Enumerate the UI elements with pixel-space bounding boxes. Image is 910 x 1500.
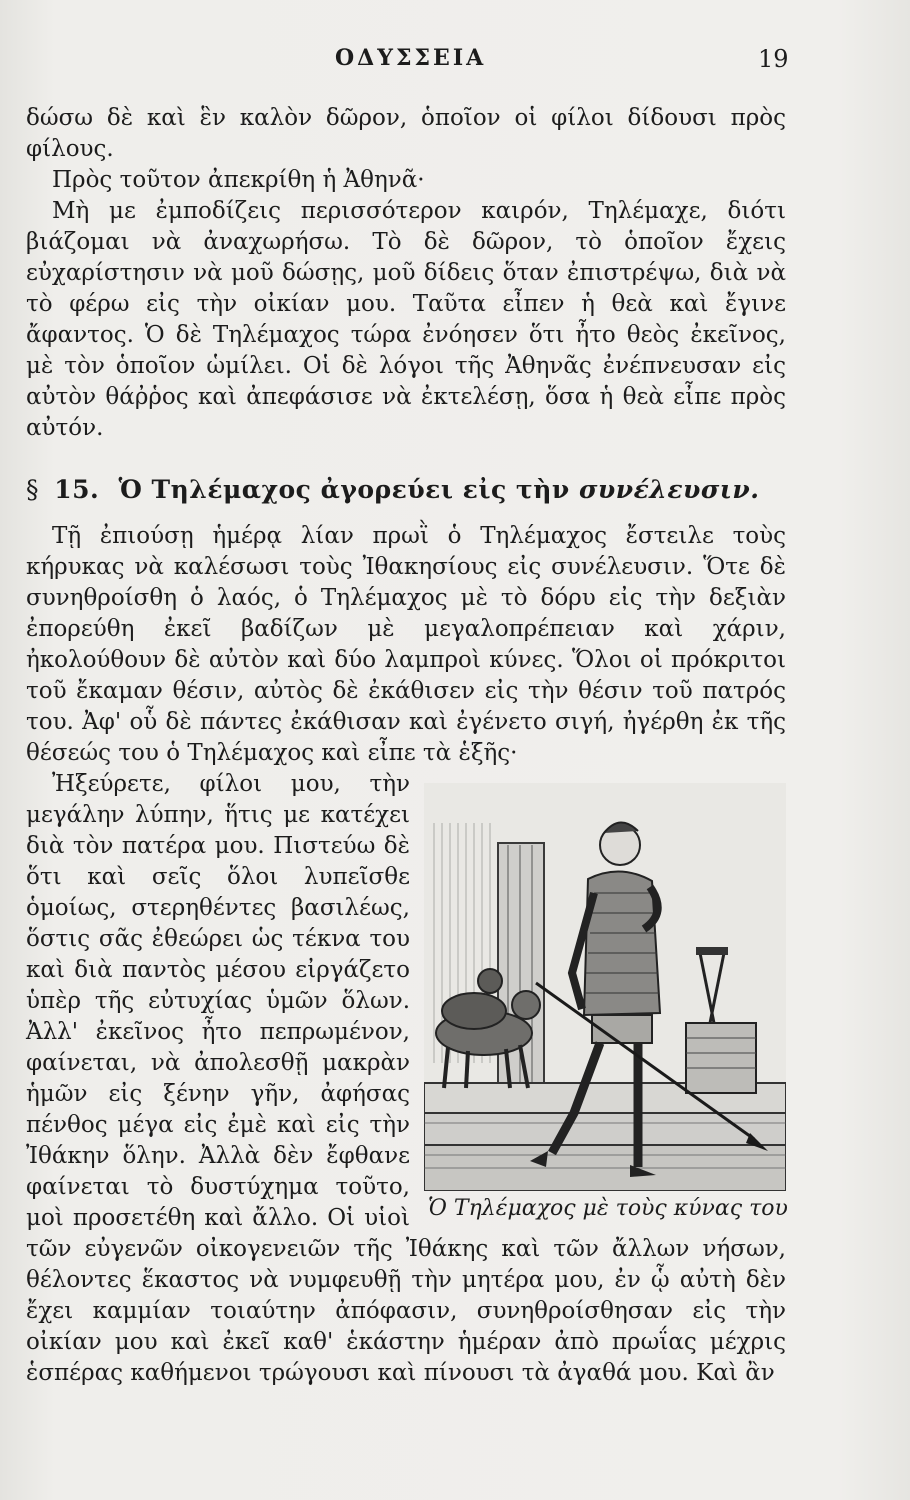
paragraph-athena-speech: Μὴ με ἐμποδίζεις περισσότερον καιρόν, Τηλέμαχε, διότι βιάζομαι νὰ ἀναχωρήσω. Τὸ δὲ δῶρον, τὸ ὁποῖον ἔχεις εὐχαρίστησιν νὰ μοῦ δώσῃς, μοῦ δίδεις ὅταν ἐπιστρέψω, διὰ νὰ τὸ φέρω εἰς τὴν οἰκίαν μου. Ταῦτα εἶπεν ἡ θεὰ καὶ ἔγινε ἄφαντος. Ὁ δὲ Τηλέμαχος τώρα ἐνόησεν ὅτι ἦτο θεὸς ἐκεῖνος, μὲ τὸν ὁποῖον ὡμίλει. Οἱ δὲ λόγοι τῆς Ἀθηνᾶς ἐνέπνευσαν εἰς αὐτὸν θάῤῥος καὶ ἀπεφάσισε νὰ ἐκτελέσῃ, ὅσα ἡ θεὰ εἶπε πρὸς αὐτόν. (26, 198, 786, 441)
paragraph-speech: Ἠξεύρετε, φίλοι μου, τὴν μεγάλην λύπην, ἥτις με κατέχει διὰ τὸν πατέρα μου. Πιστεύω δὲ ὅτι καὶ σεῖς ὅλοι λυπεῖσθε ὁμοίως, στερηθέντες βασιλέως, ὅστις σᾶς ἐθεώρει ὡς τέκνα του καὶ διὰ παντὸς μέσου εἰργάζετο ὑπὲρ τῆς εὐτυχίας ὑμῶν ὅλων. Ἀλλ' ἐκεῖνος ἦτο πεπρωμένον, φαίνεται, νὰ ἀπολεσθῇ μακρὰν ἡμῶν εἰς ξένην γῆν, ἀφήσας πένθος μέγα εἰς ἐμὲ καὶ εἰς τὴν Ἰθάκην ὅλην. Ἀλλὰ δὲν ἔφθανε φαίνεται τὸ δυστύχημα τοῦτο, μοὶ προσετέθη καὶ ἄλλο. Οἱ υἱοὶ τῶν εὐγενῶν οἰκογενειῶν τῆς Ἰθάκης καὶ τῶν ἄλλων νήσων, θέλοντες ἕκαστος νὰ νυμφευθῇ τὴν μητέρα μου, ἐν ᾧ αὐτὴ δὲν ἔχει καμμίαν τοιαύτην ἀπόφασιν, συνηθροίσθησαν εἰς τὴν οἰκίαν μου καὶ ἐκεῖ καθ' ἑκάστην ἡμέραν ἀπὸ πρωΐας μέχρις ἑσπέρας καθήμενοι τρώγουσι καὶ πίνουσι τὰ ἀγαθά μου. Καὶ ἂν (26, 771, 786, 1386)
paragraph-assembly: Τῇ ἐπιούσῃ ἡμέρᾳ λίαν πρωῒ ὁ Τηλέμαχος ἔστειλε τοὺς κήρυκας νὰ καλέσωσι τοὺς Ἰθακησίους εἰς συνέλευσιν. Ὅτε δὲ συνηθροίσθη ὁ λαός, ὁ Τηλέμαχος μὲ τὸ δόρυ εἰς τὴν δεξιὰν ἐπορεύθη ἐκεῖ βαδίζων μὲ μεγαλοπρέπειαν καὶ χάριν, ἠκολούθουν δὲ αὐτὸν καὶ δύο λαμπροὶ κύνες. Ὅλοι οἱ πρόκριτοι τοῦ ἔκαμαν θέσιν, αὐτὸς δὲ ἐκάθισεν εἰς τὴν θέσιν τοῦ πατρός του. Ἀφ' οὗ δὲ πάντες ἐκάθισαν καὶ ἐγένετο σιγή, ἠγέρθη ἐκ τῆς θέσεώς του ὁ Τηλέμαχος καὶ εἶπε τὰ ἑξῆς· (26, 523, 786, 766)
section-number: 15. (54, 475, 100, 504)
page-body (26, 103, 786, 1389)
section-heading (26, 474, 786, 505)
paragraph-gift: δώσω δὲ καὶ ἓν καλὸν δῶρον, ὁποῖον οἱ φίλοι δίδουσι πρὸς φίλους. (26, 105, 786, 162)
section-title: Ὁ Τηλέμαχος ἀγορεύει εἰς τὴν (118, 475, 570, 504)
speech-with-illustration (26, 769, 786, 1389)
illustration-telemachus (424, 783, 786, 1223)
engraving-image (424, 783, 786, 1191)
illustration-caption: Ὁ Τηλέμαχος μὲ τοὺς κύνας του (428, 1196, 788, 1221)
page-header (0, 45, 910, 75)
section-mark: § (26, 475, 39, 504)
running-title: ΟΔΥΣΣΕΙΑ (335, 45, 487, 71)
paragraph-athena-reply-intro: Πρὸς τοῦτον ἀπεκρίθη ἡ Ἀθηνᾶ· (52, 167, 425, 193)
page-number: 19 (758, 45, 789, 73)
section-title-italic: συνέλευσιν. (578, 475, 760, 504)
